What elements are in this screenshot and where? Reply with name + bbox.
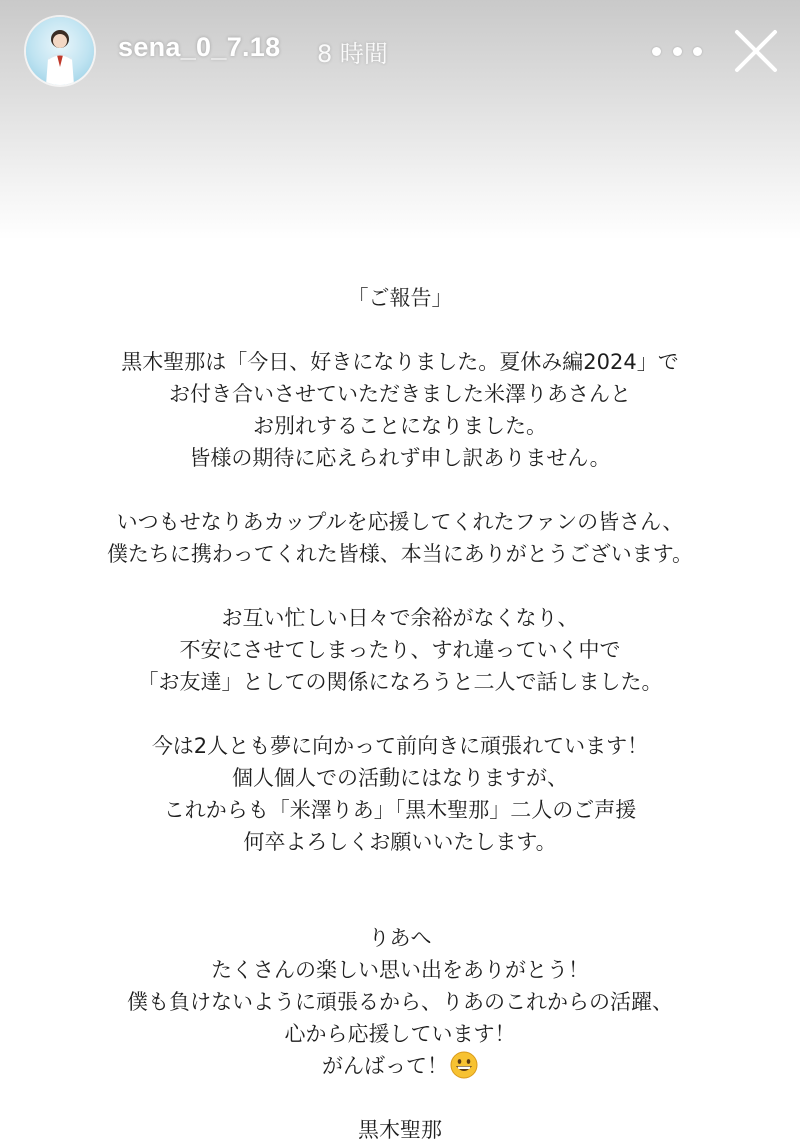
text-line: いつもせなりあカップルを応援してくれたファンの皆さん、 [116,510,684,534]
text-line: 皆様の期待に応えられず申し訳ありません。 [189,446,611,470]
text-line: 黒木聖那は「今日、好きになりました。夏休み編2024」で [121,350,679,374]
username[interactable]: sena_0_7.18 [118,32,281,62]
paragraph-3 [0,602,800,698]
text-line: お付き合いさせていただきました米澤りあさんと [169,382,631,406]
text-line: 心から応援しています！ [284,1022,516,1046]
announcement-title: 「ご報告」 [347,286,453,310]
dot-icon [652,47,661,56]
text-line: たくさんの楽しい思い出をありがとう！ [211,958,589,982]
paragraph-4 [0,730,800,858]
dot-icon [693,47,702,56]
dot-icon [673,47,682,56]
signature: 黒木聖那 [358,1118,442,1142]
post-timestamp: 8 時間 [317,40,388,68]
text-line: お互い忙しい日々で余裕がなくなり、 [221,606,579,630]
text-line: りあへ [368,926,432,950]
paragraph-2 [0,506,800,570]
close-icon[interactable] [733,28,779,74]
text-line: 今は2人とも夢に向かって前向きに頑張れています！ [151,734,649,758]
text-line: 僕も負けないように頑張るから、りあのこれからの活躍、 [127,990,673,1014]
more-horizontal-icon[interactable] [652,42,702,60]
letter-to-ria [0,922,800,1082]
paragraph-1 [0,346,800,474]
text-line: 個人個人での活動にはなりますが、 [232,766,568,790]
story-header [0,0,800,100]
text-line: 「お友達」としての関係になろうと二人で話しました。 [137,670,663,694]
avatar-portrait-icon [26,17,94,85]
grinning-face-icon [450,1051,478,1079]
text-line: 僕たちに携わってくれた皆様、本当にありがとうございます。 [106,542,694,566]
text-line: 不安にさせてしまったり、すれ違っていく中で [179,638,621,662]
text-line: 何卒よろしくお願いいたします。 [243,830,557,854]
profile-avatar[interactable] [26,17,94,85]
text-line: お別れすることになりました。 [253,414,547,438]
text-line: これからも「米澤りあ」「黒木聖那」二人のご声援 [163,798,637,822]
text-segment: がんばって！ [322,1054,448,1078]
announcement-text [0,282,800,1146]
text-line-with-emoji [0,1050,800,1082]
